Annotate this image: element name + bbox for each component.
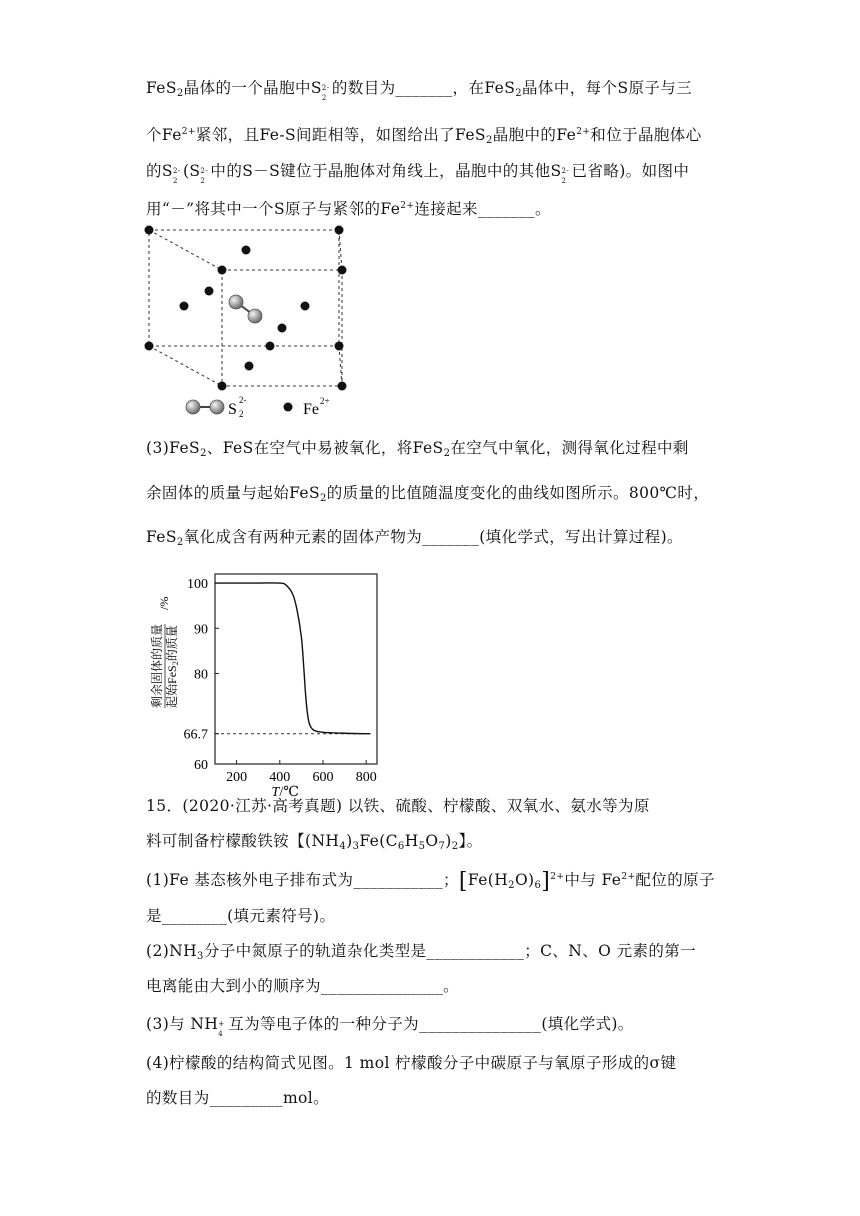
text-line: 电离能由大到小的顺序为_______________。 — [146, 977, 460, 995]
fe-ion — [145, 226, 154, 235]
text-line: $(2)NH_3$分子中氮原子的轨道杂化类型是____________；C、N、O 元素的第一 — [146, 942, 697, 962]
y-tick-label: 60 — [194, 758, 208, 773]
x-tick-label: 800 — [355, 770, 377, 785]
text-line: 的S 2- 2 (S 2- 2 中的S－S键位于晶胞体对角线上，晶胞中的其他S 2- 2 已省略)。如图中 — [146, 162, 690, 185]
fe-ion — [218, 382, 227, 391]
svg-text:/%: /% — [157, 596, 171, 610]
diagram-legend — [186, 395, 330, 419]
mass-ratio-chart — [140, 568, 390, 800]
y-tick-label: 66.7 — [183, 727, 208, 743]
fe-ion — [218, 266, 227, 275]
fe-ion — [180, 302, 189, 311]
x-tick-label: 400 — [269, 770, 291, 785]
fe-ion — [266, 342, 275, 351]
svg-text:2+: 2+ — [320, 396, 330, 406]
x-axis-label: T/℃ — [271, 785, 299, 800]
fe-ion — [242, 246, 251, 255]
x-tick-label: 600 — [312, 770, 334, 785]
text-line: 的数目为_________mol。 — [146, 1089, 330, 1107]
y-tick-label: 100 — [187, 577, 208, 593]
ylabel-numerator: 剩余固体的质量 — [150, 623, 164, 708]
text-line: 个$Fe^{2+}$紧邻，且Fe-S间距相等，如图给出了FeS$_2$晶胞中的$Fe^{2+}$和位于晶胞体心 — [146, 126, 702, 146]
y-tick-label: 90 — [194, 622, 208, 638]
text-line: 15．(2020·江苏·高考真题) 以铁、硫酸、柠檬酸、双氧水、氨水等为原 — [146, 797, 650, 815]
chart-y-axis-label — [149, 597, 180, 708]
fe-ion — [245, 362, 254, 371]
fe-ion — [338, 382, 347, 391]
text-line: 料可制备柠檬酸铁铵【$(NH_4)_3Fe(C_6H_5O_7)_2$】。 — [146, 832, 483, 852]
s2-ion-center — [229, 295, 262, 323]
fe-ion — [338, 266, 347, 275]
fe-legend-icon — [284, 403, 293, 412]
fe-ion — [335, 342, 344, 351]
fe-ion — [301, 302, 310, 311]
s2-legend-label: S — [228, 401, 237, 418]
svg-text:起始FeS2的质量: 起始FeS2的质量 — [165, 625, 180, 708]
svg-text:2-: 2- — [239, 395, 247, 405]
series-line — [215, 583, 371, 734]
fe-ion — [145, 342, 154, 351]
fe-ion — [205, 287, 214, 296]
text-line: (4)柠檬酸的结构简式见图。1 mol 柠檬酸分子中碳原子与氧原子形成的σ键 — [146, 1054, 677, 1072]
y-tick-label: 80 — [194, 667, 208, 683]
x-tick-label: 200 — [226, 770, 248, 785]
text-line: (1)Fe 基态核外电子排布式为___________；$[Fe(H_2O)_6]^{2+}$中与 $Fe^{2+}$配位的原子 — [146, 869, 715, 894]
text-line: 用“－”将其中一个S原子与紧邻的$Fe^{2+}$连接起来_______。 — [146, 200, 551, 218]
text-line: 余固体的质量与起始FeS$_2$的质量的比值随温度变化的曲线如图所示。800℃时， — [146, 484, 710, 504]
text-line: FeS$_2$氧化成含有两种元素的固体产物为_______(填化学式，写出计算过程)。 — [146, 528, 683, 548]
fe-ion — [278, 324, 287, 333]
s2-legend-icon — [186, 400, 200, 414]
text-line: (3)与 NH + 4 互为等电子体的一种分子为_______________(填化学式)。 — [146, 1015, 634, 1038]
text-line: FeS$_2$晶体的一个晶胞中S 2- 2 的数目为_______，在FeS$_2$晶体中，每个S原子与三 — [146, 79, 693, 102]
text-line: 是________(填元素符号)。 — [146, 907, 336, 925]
svg-text:2: 2 — [239, 409, 244, 419]
fe-ion — [335, 226, 344, 235]
fe-legend-label: Fe — [303, 401, 319, 418]
text-line: (3)FeS$_2$、FeS在空气中易被氧化，将FeS$_2$在空气中氧化，测得氧化过程中剩 — [146, 439, 689, 459]
fes2-unit-cell-diagram — [140, 222, 360, 420]
